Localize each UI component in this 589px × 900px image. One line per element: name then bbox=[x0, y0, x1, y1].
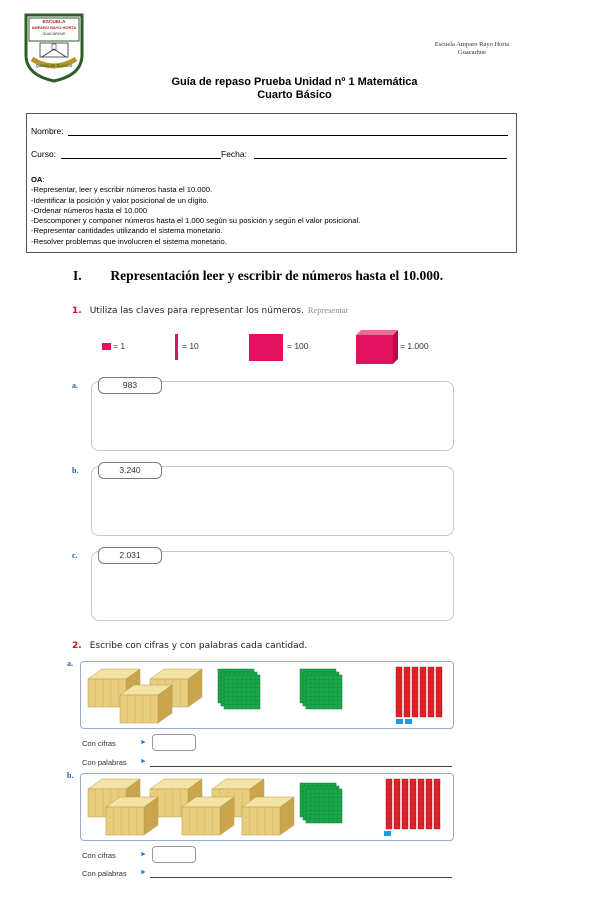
unit-cube bbox=[405, 719, 412, 724]
unit-cube-icon bbox=[102, 343, 111, 350]
hundred-flat bbox=[306, 675, 342, 709]
hundred-flat bbox=[224, 675, 260, 709]
key-hundred-label: = 100 bbox=[287, 341, 309, 351]
key-one-label: = 1 bbox=[113, 341, 126, 351]
ten-rod bbox=[404, 667, 410, 717]
ten-rod bbox=[420, 667, 426, 717]
cifras-label: Con cifras bbox=[82, 851, 116, 860]
oa-item: -Representar, leer y escribir números hasta el 10.000. bbox=[31, 185, 213, 195]
words-line[interactable] bbox=[150, 877, 452, 878]
date-label: Fecha: bbox=[221, 149, 247, 159]
item-letter: b. bbox=[72, 466, 79, 475]
number-pill: 3.240 bbox=[98, 462, 162, 479]
ten-rod bbox=[396, 667, 402, 717]
name-field[interactable] bbox=[68, 135, 508, 136]
arrow-icon: ► bbox=[140, 739, 147, 746]
item-letter: a. bbox=[72, 381, 78, 390]
hundred-flat bbox=[306, 789, 342, 823]
course-label: Curso: bbox=[31, 149, 57, 159]
arrow-icon: ► bbox=[140, 758, 147, 765]
item-letter: b. bbox=[67, 771, 74, 780]
number-pill: 2.031 bbox=[98, 547, 162, 564]
oa-item: -Ordenar números hasta el 10.000 bbox=[31, 205, 148, 215]
question-text: Utiliza las claves para representar los números. bbox=[89, 306, 304, 316]
school-logo bbox=[22, 11, 86, 84]
question-text: Escribe con cifras y con palabras cada cantidad. bbox=[89, 641, 308, 651]
school-name: Escuela Amparo Rayo Horta bbox=[434, 41, 510, 48]
arrow-icon: ► bbox=[140, 851, 147, 858]
oa-item: -Identificar la posición y valor posicional de un dígito. bbox=[31, 195, 209, 205]
thousand-block bbox=[106, 797, 158, 835]
digits-input[interactable] bbox=[152, 734, 196, 751]
question-number: 2. bbox=[72, 641, 82, 651]
skill-tag: Representar bbox=[307, 305, 349, 315]
thousand-block bbox=[242, 797, 294, 835]
ten-rod bbox=[394, 779, 400, 829]
question-2 bbox=[72, 641, 307, 651]
item-letter: c. bbox=[72, 551, 78, 560]
oa-label: OA bbox=[31, 175, 43, 184]
school-place: Guacarhue bbox=[457, 49, 487, 56]
oa-item: -Representar cantidades utilizando el sistema monetario. bbox=[31, 226, 223, 236]
arrow-icon: ► bbox=[140, 869, 147, 876]
digits-input[interactable] bbox=[152, 846, 196, 863]
thousand-cube-icon bbox=[356, 330, 398, 364]
page-subtitle: Cuarto Básico bbox=[257, 89, 332, 101]
words-line[interactable] bbox=[150, 766, 452, 767]
unit-cube bbox=[384, 831, 391, 836]
thousand-block bbox=[182, 797, 234, 835]
date-field[interactable] bbox=[254, 158, 507, 159]
school-name-block bbox=[392, 41, 552, 57]
name-label: Nombre: bbox=[31, 126, 64, 136]
section-title: Representación leer y escribir de números hasta el 10.000. bbox=[110, 268, 444, 283]
question-1 bbox=[72, 305, 348, 316]
key-ten-label: = 10 bbox=[182, 341, 199, 351]
logo-text-1: ESCUELA bbox=[42, 20, 66, 25]
key-thousand-label: = 1.000 bbox=[400, 341, 429, 351]
cifras-label: Con cifras bbox=[82, 739, 116, 748]
question-number: 1. bbox=[72, 306, 82, 316]
base-ten-blocks bbox=[82, 663, 452, 727]
base-ten-blocks bbox=[82, 775, 452, 839]
ten-rod bbox=[418, 779, 424, 829]
ten-rod bbox=[428, 667, 434, 717]
logo-text-4: QUINTA DE TILCOCO bbox=[35, 64, 73, 68]
oa-item: -Resolver problemas que involucren el sistema monetario. bbox=[31, 236, 227, 246]
page-title: Guía de repaso Prueba Unidad nº 1 Matemática bbox=[171, 76, 418, 88]
ten-rod bbox=[402, 779, 408, 829]
ten-rod bbox=[410, 779, 416, 829]
hundred-flat-icon bbox=[249, 334, 283, 361]
ten-rod bbox=[434, 779, 440, 829]
logo-text-2: AMPARO RAYO HORTA bbox=[31, 25, 77, 30]
palabras-label: Con palabras bbox=[82, 758, 127, 767]
palabras-label: Con palabras bbox=[82, 869, 127, 878]
ten-rod bbox=[426, 779, 432, 829]
item-letter: a. bbox=[67, 659, 73, 668]
section-heading bbox=[73, 268, 443, 284]
section-numeral: I. bbox=[73, 268, 82, 283]
oa-block: OA: -Representar, leer y escribir números hasta el 10.000. -Identificar la posición y valor posicional de un dígito. -Ordenar números hasta el 10.000 -Descomponer y componer números hasta el 1.000 según su posición y según el valor posicional. -Representar cantidades utilizando el sistema monetario. -Resolver problemas que involucren el sistema monetario. bbox=[31, 175, 361, 246]
course-field[interactable] bbox=[61, 158, 221, 159]
ten-rod bbox=[436, 667, 442, 717]
ten-rod bbox=[386, 779, 392, 829]
logo-text-3: GUACARHUE bbox=[42, 32, 66, 36]
ten-rod-icon bbox=[175, 334, 178, 360]
ten-rod bbox=[412, 667, 418, 717]
number-pill: 983 bbox=[98, 377, 162, 394]
thousand-block bbox=[120, 685, 172, 723]
unit-cube bbox=[396, 719, 403, 724]
oa-item: -Descomponer y componer números hasta el 1.000 según su posición y según el valor posicional. bbox=[31, 216, 361, 226]
